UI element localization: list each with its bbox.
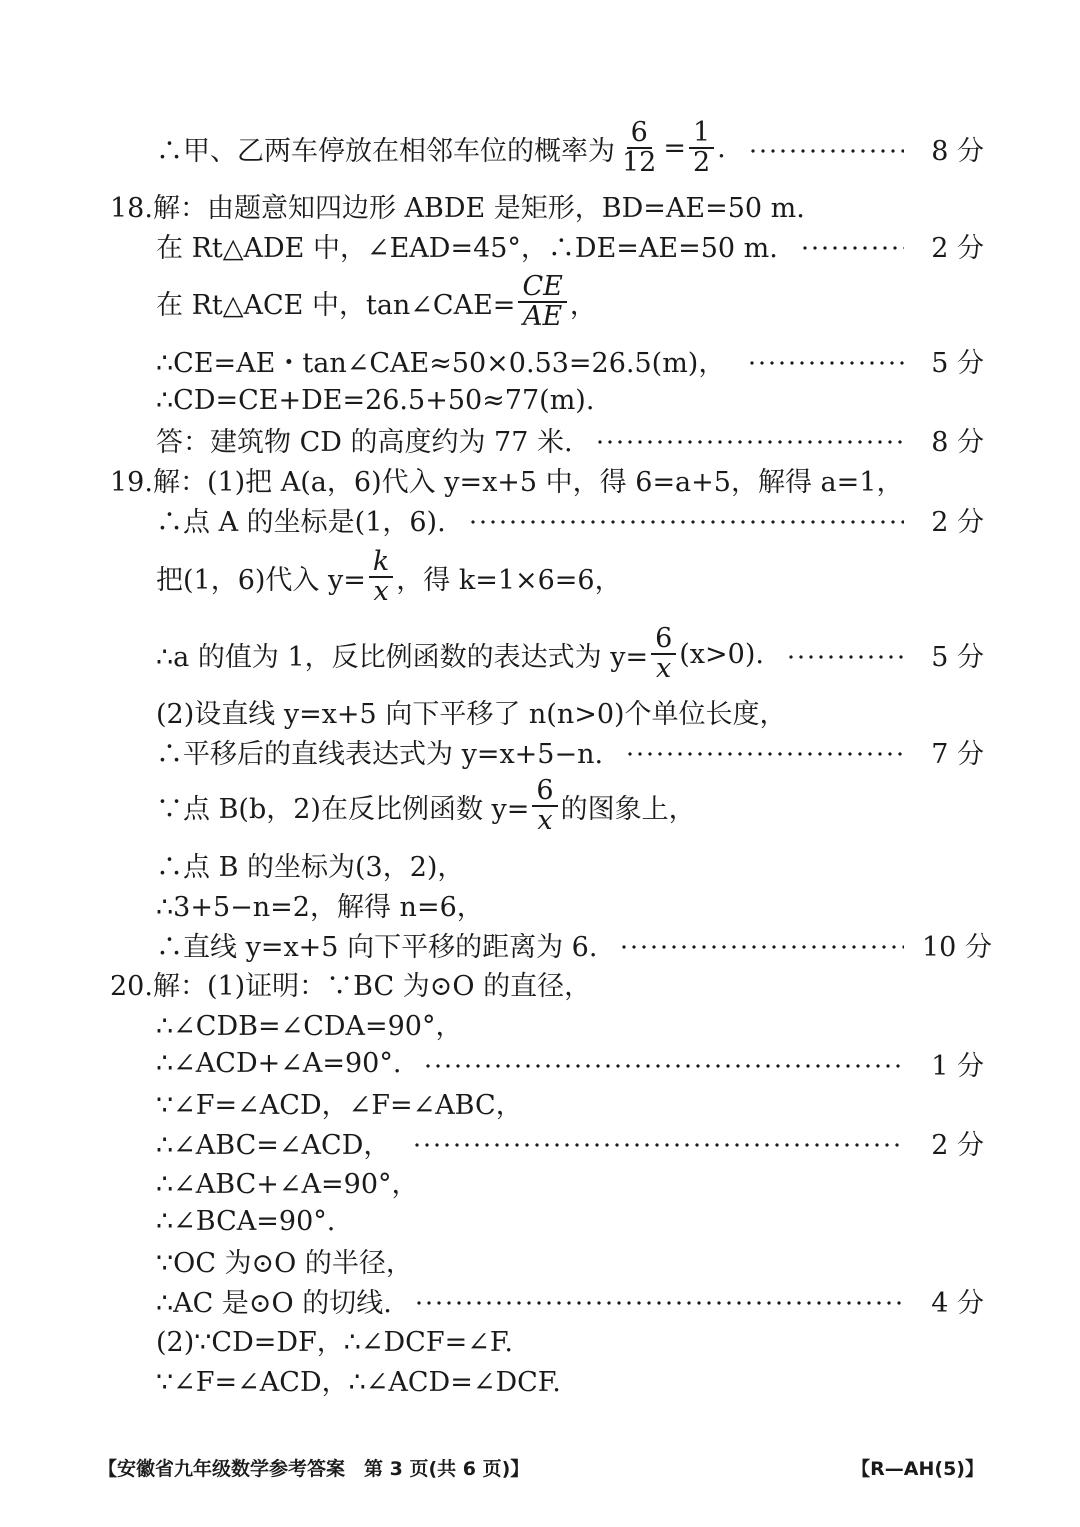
line-text: ， [569, 289, 597, 321]
dotted-leader [747, 361, 904, 365]
score-mark: 5 分 [931, 347, 984, 379]
fraction [518, 270, 566, 332]
line-text: ∴点 A 的坐标是(1，6). [156, 506, 446, 538]
line-text: (2)∵CD=DF，∴∠DCF=∠F. [156, 1326, 513, 1358]
line-text: ∵OC 为⊙O 的半径， [156, 1247, 413, 1279]
answer-line-probability [0, 116, 1080, 180]
line-text: ∴甲、乙两车停放在相邻车位的概率为 [156, 135, 615, 167]
fraction [651, 622, 676, 684]
dotted-leader [800, 246, 904, 250]
dotted-leader [423, 1064, 904, 1068]
line-text: ∴∠BCA=90°. [156, 1205, 336, 1237]
fraction [532, 774, 557, 836]
line-text: ∴∠CDB=∠CDA=90°， [156, 1010, 463, 1042]
line-text: ∴CE=AE・tan∠CAE≈50×0.53=26.5(m)， [156, 347, 726, 379]
score-mark: 10 分 [922, 931, 992, 963]
line-text: ∴直线 y=x+5 向下平移的距离为 6. [156, 931, 598, 963]
dotted-leader [748, 149, 904, 153]
fraction [369, 545, 393, 607]
line-text: ∴3+5−n=2，解得 n=6， [156, 891, 484, 923]
line-text: ，得 k=1×6=6， [396, 564, 622, 596]
fraction-numerator: k [369, 548, 393, 578]
fraction-denominator: 12 [622, 147, 657, 178]
line-text: (x>0). [679, 638, 764, 670]
line-text: ∴a 的值为 1，反比例函数的表达式为 y= [156, 641, 649, 673]
answer-line [0, 545, 1080, 609]
line-text: 20.解：(1)证明：∵BC 为⊙O 的直径， [110, 970, 592, 1002]
line-text: 在 Rt△ACE 中，tan∠CAE= [156, 289, 516, 321]
page-footer [0, 1446, 1080, 1486]
fraction-denominator: 2 [692, 147, 711, 178]
score-mark: 7 分 [931, 738, 984, 770]
line-text: ∴∠ABC+∠A=90°， [156, 1168, 419, 1200]
dotted-leader [619, 945, 904, 949]
footer-page-info: 【安徽省九年级数学参考答案 第 3 页(共 6 页)】 [98, 1458, 530, 1480]
score-mark: 5 分 [931, 641, 984, 673]
answer-line [0, 221, 1080, 269]
dotted-leader [786, 655, 904, 659]
fraction-denominator: AE [523, 301, 563, 332]
line-text: ∴AC 是⊙O 的切线. [156, 1287, 392, 1319]
line-text: ∴平移后的直线表达式为 y=x+5−n. [156, 738, 604, 770]
line-text: ∵∠F=∠ACD，∠F=∠ABC， [156, 1089, 523, 1121]
dotted-leader [468, 520, 904, 524]
fraction-numerator: 1 [689, 119, 714, 149]
fraction-numerator: 6 [651, 625, 676, 655]
line-text: 19.解：(1)把 A(a，6)代入 y=x+5 中，得 6=a+5，解得 a=1， [110, 466, 904, 498]
dotted-leader [625, 752, 904, 756]
fraction-denominator: x [656, 653, 672, 684]
answer-line [0, 622, 1080, 686]
line-text: (2)设直线 y=x+5 向下平移了 n(n>0)个单位长度， [156, 698, 787, 730]
line-text: ∴点 B 的坐标为(3，2)， [156, 851, 465, 883]
line-text: . [717, 132, 726, 164]
score-mark: 2 分 [931, 232, 984, 264]
score-mark: 8 分 [931, 135, 984, 167]
fraction [618, 116, 660, 178]
line-text: 把(1，6)代入 y= [156, 564, 366, 596]
answer-line [0, 495, 1080, 543]
score-mark: 4 分 [931, 1287, 984, 1319]
score-mark: 2 分 [931, 506, 984, 538]
line-text: = [663, 132, 686, 164]
line-text: ∴∠ACD+∠A=90°. [156, 1047, 402, 1079]
line-text: 答：建筑物 CD 的高度约为 77 米. [156, 426, 573, 458]
line-text: ∴CD=CE+DE=26.5+50≈77(m). [156, 384, 595, 416]
line-text: 的图象上， [560, 793, 696, 825]
dotted-leader [412, 1143, 904, 1147]
dotted-leader [414, 1301, 904, 1305]
footer-code: 【R—AH(5)】 [851, 1458, 984, 1480]
fraction-denominator: x [537, 805, 553, 836]
line-text: ∵点 B(b，2)在反比例函数 y= [156, 793, 530, 825]
line-text: ∴∠ABC=∠ACD， [156, 1129, 391, 1161]
answer-line [0, 774, 1080, 838]
fraction-denominator: x [373, 576, 389, 607]
score-mark: 8 分 [931, 426, 984, 458]
dotted-leader [595, 440, 904, 444]
fraction [689, 116, 714, 178]
score-mark: 1 分 [931, 1050, 984, 1082]
answer-line [0, 727, 1080, 775]
fraction-numerator: 6 [532, 777, 557, 807]
line-text: ∵∠F=∠ACD，∴∠ACD=∠DCF. [156, 1366, 561, 1398]
answer-line [0, 1355, 1080, 1403]
fraction-numerator: CE [518, 273, 566, 303]
answer-line [0, 270, 1080, 334]
score-mark: 2 分 [931, 1129, 984, 1161]
fraction-numerator: 6 [627, 119, 652, 149]
line-text: 在 Rt△ADE 中，∠EAD=45°，∴DE=AE=50 m. [156, 232, 778, 264]
line-text: 18.解：由题意知四边形 ABDE 是矩形，BD=AE=50 m. [110, 192, 805, 224]
